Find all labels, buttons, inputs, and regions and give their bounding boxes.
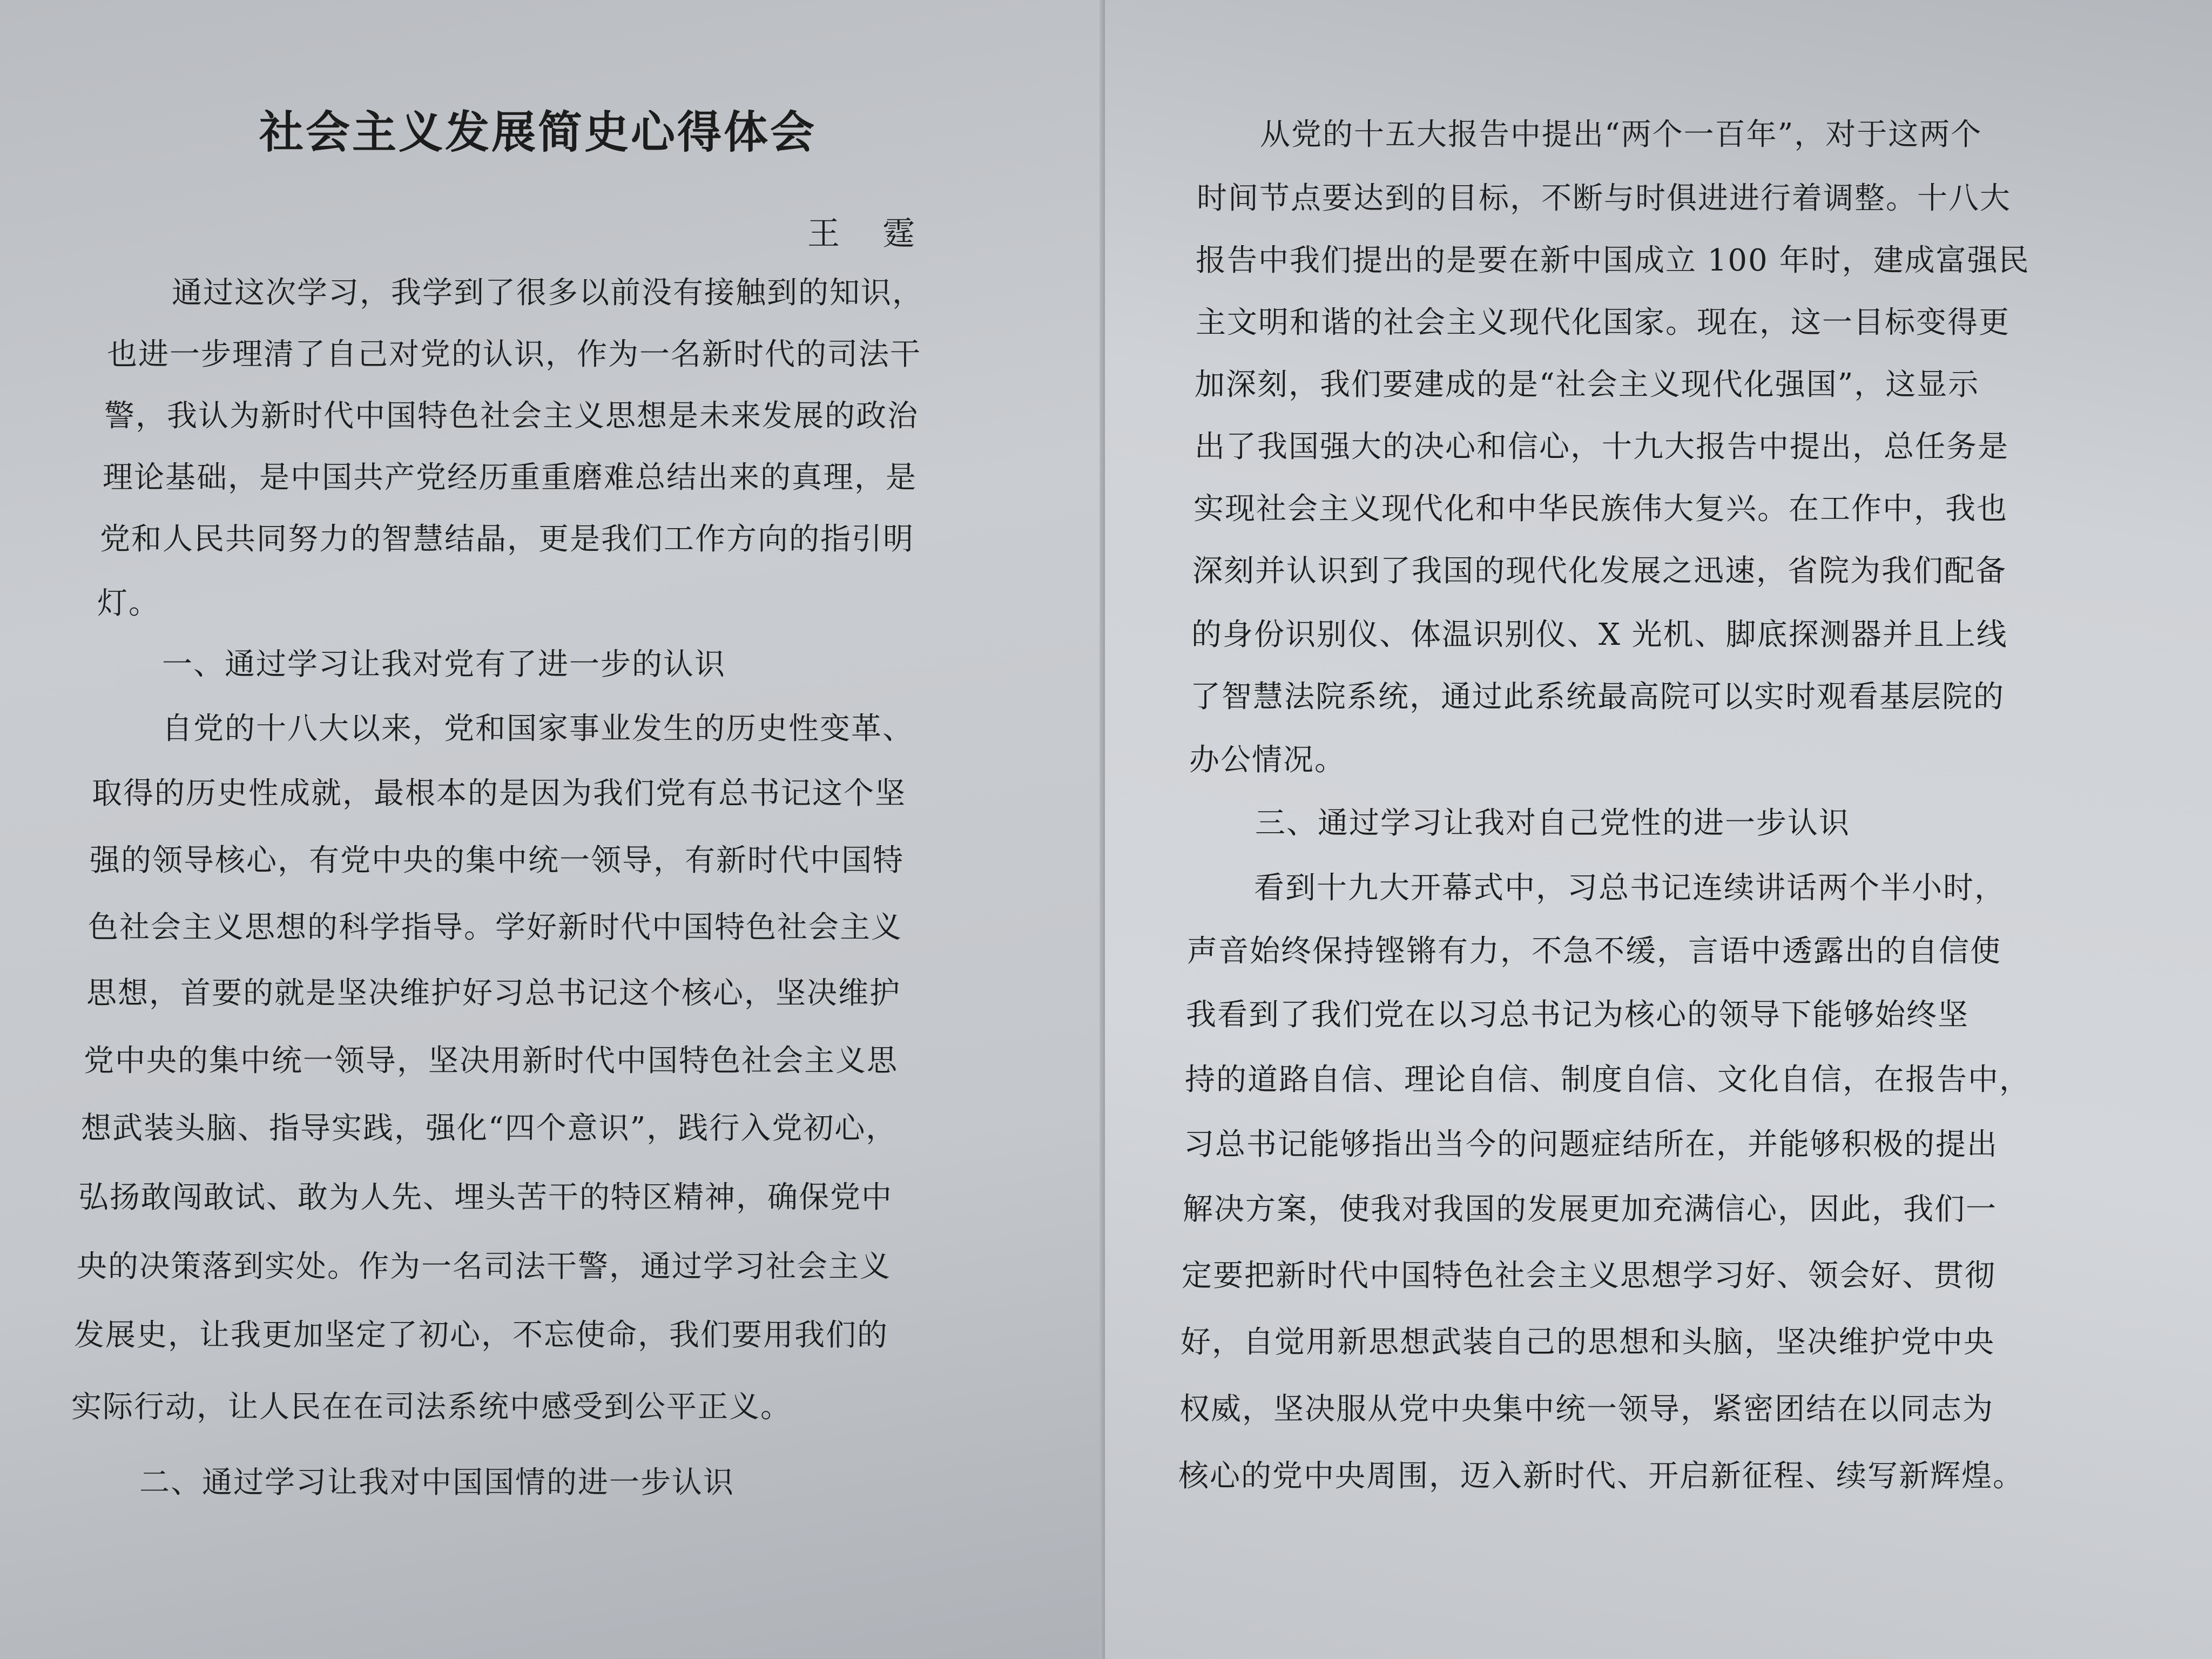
left-line-11: 色社会主义思想的科学指导。学好新时代中国特色社会主义 [88, 910, 902, 945]
right-line-13: 看到十九大开幕式中，习总书记连续讲话两个半小时， [1254, 871, 2006, 906]
right-line-1: 从党的十五大报告中提出“两个一百年”，对于这两个 [1260, 117, 1982, 152]
right-line-10: 了智慧法院系统，通过此系统最高院可以实时观看基层院的 [1190, 679, 2005, 714]
left-line-12: 思想，首要的就是坚决维护好习总书记这个核心，坚决维护 [86, 976, 901, 1011]
right-line-7: 实现社会主义现代化和中华民族伟大复兴。在工作中，我也 [1193, 491, 2008, 527]
right-line-18: 解决方案，使我对我国的发展更加充满信心，因此，我们一 [1183, 1192, 1997, 1227]
right-line-4: 主文明和谐的社会主义现代化国家。现在，这一目标变得更 [1196, 305, 2010, 340]
left-heading-1: 一、通过学习让我对党有了进一步的认识 [162, 647, 726, 682]
right-line-19: 定要把新时代中国特色社会主义思想学习好、领会好、贯彻 [1182, 1258, 1996, 1293]
left-line-1: 通过这次学习，我学到了很多以前没有接触到的知识， [172, 275, 923, 311]
left-line-8: 自党的十八大以来，党和国家事业发生的历史性变革、 [162, 711, 914, 746]
left-heading-2: 二、通过学习让我对中国国情的进一步认识 [139, 1465, 734, 1500]
right-line-9: 的身份识别仪、体温识别仪、X 光机、脚底探测器并且上线 [1191, 617, 2008, 652]
right-line-21: 权威，坚决服从党中央集中统一领导，紧密团结在以同志为 [1179, 1392, 1994, 1427]
right-line-16: 持的道路自信、理论自信、制度自信、文化自信，在报告中， [1185, 1062, 2031, 1097]
right-line-3: 报告中我们提出的是要在新中国成立 100 年时，建成富强民 [1196, 243, 2030, 278]
left-page [0, 0, 1105, 1659]
right-line-22: 核心的党中央周围，迈入新时代、开启新征程、续写新辉煌。 [1178, 1459, 2024, 1494]
left-line-15: 弘扬敢闯敢试、敢为人先、埋头苦干的特区精神，确保党中 [78, 1180, 893, 1215]
right-line-15: 我看到了我们党在以习总书记为核心的领导下能够始终坚 [1186, 997, 1969, 1033]
left-line-6: 灯。 [97, 586, 160, 621]
left-line-5: 党和人民共同努力的智慧结晶，更是我们工作方向的指引明 [100, 522, 914, 557]
right-line-11: 办公情况。 [1189, 743, 1346, 778]
left-line-9: 取得的历史性成就，最根本的是因为我们党有总书记这个坚 [92, 776, 906, 811]
left-line-18: 实际行动，让人民在在司法系统中感受到公平正义。 [71, 1390, 792, 1425]
left-line-2: 也进一步理清了自己对党的认识，作为一名新时代的司法干 [107, 337, 921, 372]
left-line-14: 想武装头脑、指导实践，强化“四个意识”，践行入党初心， [81, 1111, 898, 1146]
right-heading-3: 三、通过学习让我对自己党性的进一步认识 [1255, 806, 1850, 841]
left-line-17: 发展史，让我更加坚定了初心，不忘使命，我们要用我们的 [74, 1318, 888, 1353]
right-line-20: 好，自觉用新思想武装自己的思想和头脑，坚决维护党中央 [1181, 1325, 1995, 1360]
right-line-17: 习总书记能够指出当今的问题症结所在，并能够积极的提出 [1184, 1127, 1998, 1162]
right-line-2: 时间节点要达到的目标，不断与时俱进进行着调整。十八大 [1197, 181, 2011, 216]
left-line-13: 党中央的集中统一领导，坚决用新时代中国特色社会主义思 [84, 1043, 898, 1078]
left-line-3: 警，我认为新时代中国特色社会主义思想是未来发展的政治 [104, 399, 919, 434]
right-line-6: 出了我国强大的决心和信心，十九大报告中提出，总任务是 [1195, 429, 2009, 464]
right-line-8: 深刻并认识到了我国的现代化发展之迅速，省院为我们配备 [1192, 554, 2007, 589]
left-line-4: 理论基础，是中国共产党经历重重磨难总结出来的真理，是 [103, 460, 917, 495]
left-line-10: 强的领导核心，有党中央的集中统一领导，有新时代中国特 [90, 843, 904, 878]
left-line-16: 央的决策落到实处。作为一名司法干警，通过学习社会主义 [77, 1249, 891, 1284]
right-page [1105, 0, 2212, 1659]
right-line-5: 加深刻，我们要建成的是“社会主义现代化强国”，这显示 [1195, 367, 1980, 402]
document-title: 社会主义发展简史心得体会 [259, 107, 817, 158]
right-line-14: 声音始终保持铿锵有力，不急不缓，言语中透露出的自信使 [1187, 934, 2001, 969]
author-name: 王 霆 [807, 215, 932, 253]
